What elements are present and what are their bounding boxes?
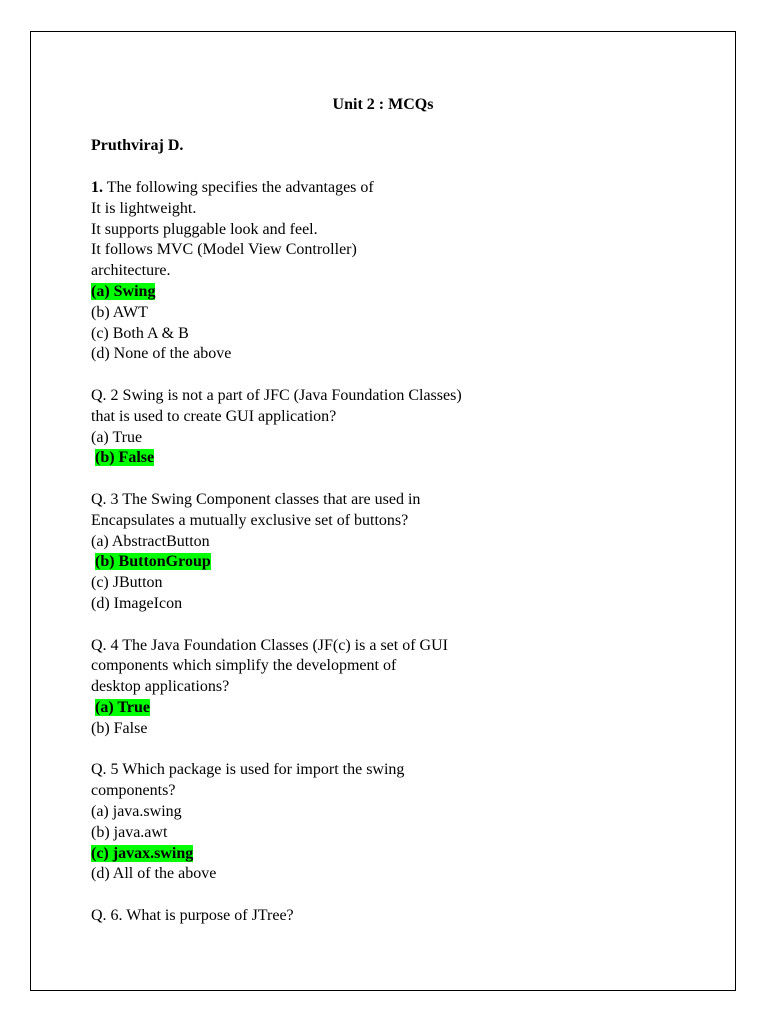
- question-1-option-b: (b) AWT: [91, 303, 148, 321]
- question-4-line-3: desktop applications?: [91, 678, 230, 696]
- question-5: [91, 760, 691, 885]
- question-3-line-1: Q. 3 The Swing Component classes that are used in: [91, 490, 421, 508]
- question-5-line-2: components?: [91, 782, 176, 800]
- question-5-option-c-correct: (c) javax.swing: [91, 844, 194, 862]
- question-5-line-1: Q. 5 Which package is used for import the swing: [91, 761, 405, 779]
- question-4-line-2: components which simplify the development of: [91, 657, 397, 675]
- question-1-line-2: It is lightweight.: [91, 199, 197, 217]
- question-1-option-c: (c) Both A & B: [91, 324, 189, 342]
- question-3-line-2: Encapsulates a mutually exclusive set of buttons?: [91, 511, 409, 529]
- document-page: [30, 31, 736, 991]
- questions-list: [91, 178, 691, 947]
- question-4-line-1: Q. 4 The Java Foundation Classes (JF(c) is a set of GUI: [91, 636, 448, 654]
- question-1: [91, 178, 691, 365]
- question-1-number: 1.: [91, 179, 103, 196]
- question-4: [91, 636, 691, 740]
- question-2-line-1: Q. 2 Swing is not a part of JFC (Java Foundation Classes): [91, 386, 462, 404]
- question-1-option-a-correct: (a) Swing: [91, 282, 156, 300]
- question-3-option-d: (d) ImageIcon: [91, 594, 183, 612]
- question-2-option-a: (a) True: [91, 428, 143, 446]
- question-5-option-d: (d) All of the above: [91, 865, 217, 883]
- question-1-line-3: It supports pluggable look and feel.: [91, 220, 318, 238]
- question-3-option-a: (a) AbstractButton: [91, 532, 210, 550]
- question-3: [91, 490, 691, 615]
- question-1-option-d: (d) None of the above: [91, 345, 232, 363]
- question-6-line-1: Q. 6. What is purpose of JTree?: [91, 906, 294, 924]
- question-1-line-1: 1. The following specifies the advantages of: [91, 179, 374, 196]
- question-5-option-a: (a) java.swing: [91, 802, 182, 820]
- question-1-line-4: It follows MVC (Model View Controller): [91, 241, 357, 259]
- question-3-option-c: (c) JButton: [91, 574, 163, 592]
- question-6: [91, 906, 691, 927]
- question-3-option-b-correct: (b) ButtonGroup: [95, 553, 211, 571]
- question-5-option-b: (b) java.awt: [91, 823, 168, 841]
- page-title: Unit 2 : MCQs: [332, 96, 434, 113]
- question-2-line-2: that is used to create GUI application?: [91, 407, 337, 425]
- question-2: [91, 386, 691, 469]
- question-4-option-b: (b) False: [91, 719, 148, 737]
- question-4-option-a-correct: (a) True: [95, 698, 150, 716]
- question-1-line-5: architecture.: [91, 262, 171, 280]
- author-name: Pruthviraj D.: [91, 137, 184, 154]
- question-2-option-b-correct: (b) False: [95, 449, 155, 467]
